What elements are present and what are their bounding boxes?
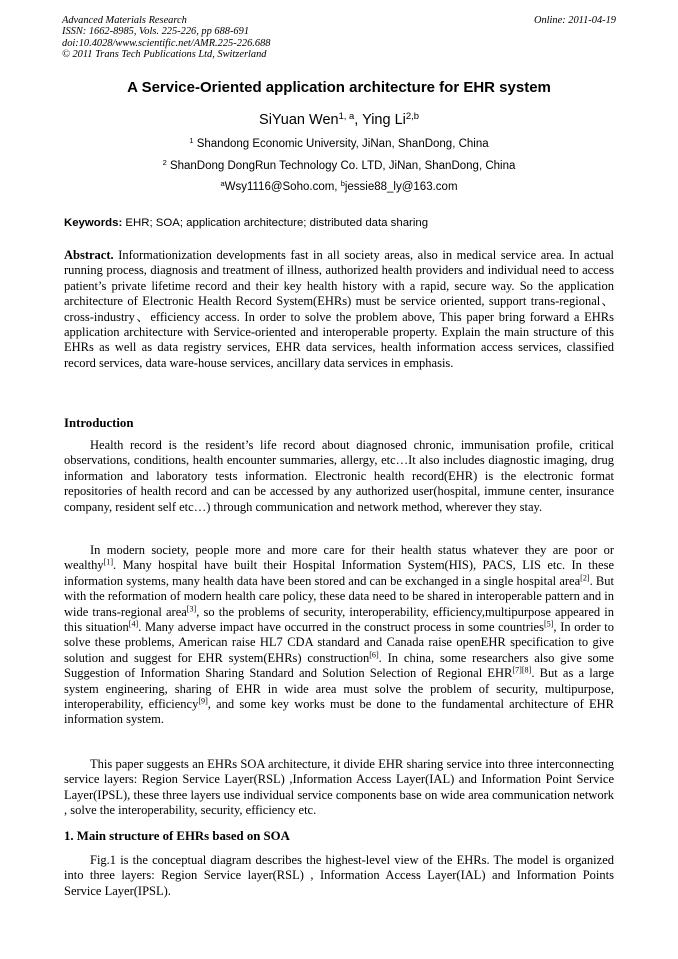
paragraph-segment: . But with the reformation of modern health care policy, these data need to be shared in interoperable pattern and in wide trans-regional area (64, 573, 614, 619)
author-affiliation-mark: 2,b (405, 109, 419, 121)
paragraph-segment: , and some key works must be done to the fundamental architecture of EHR information system. (64, 697, 615, 727)
citation-mark: [1] (103, 557, 114, 567)
email-mark: a (220, 178, 225, 188)
paragraph-text: Fig.1 is the conceptual diagram describes the highest-level view of the EHRs. The model is organized into three layers: Region Service layer(RSL) , Information Access Layer(IAL) and Information Points Service Layer(IPSL). (64, 853, 614, 898)
section-1-paragraph-1 (64, 853, 614, 899)
author-name: SiYuan Wen (259, 112, 339, 128)
affiliation-2 (40, 157, 638, 172)
email-address: jessie88_ly@163.com (344, 181, 458, 193)
paragraph-segment: In modern society, people more and more care for their health status whatever they are poor or wealthy (64, 543, 614, 573)
abstract-text: Informationization developments fast in all society areas, also in medical service area. In actual running process, diagnosis and treatment of illness, authorized health providers and individual need to access patient’s private lifetime record and their key health history with a rapid, secure way. So the application architecture of Electronic Health Record System(EHRs) must be service oriented, support trans-regional、cross-industry、efficiency access. In order to solve the problem above, This paper bring forward a EHRs application architecture with Service-oriented and interoperable property. Explain the main structure of this EHRs as well as data registry services, EHR data services, health information access services, classified record services, data ware-house services, ancillary data services in emphasis. (64, 248, 614, 370)
author-line (40, 109, 638, 128)
citation-mark: [2] (580, 573, 590, 583)
doi-line: doi:10.4028/www.scientific.net/AMR.225-226.688 (62, 37, 271, 49)
journal-header (62, 15, 618, 60)
paragraph-text: This paper suggests an EHRs SOA architecture, it divide EHR sharing service into three interconnecting service layers: Region Service Layer(RSL) ,Information Access Layer(IAL) and Information Point Service Layer(IPSL), these three layers use individual service components base on wide area communication network , solve the interoperability, security, efficiency etc. (64, 757, 614, 818)
author-name: Ying Li (362, 112, 406, 128)
email-mark: b (340, 178, 345, 188)
affiliation-mark: 2 (162, 157, 167, 167)
introduction-paragraph-3 (64, 757, 614, 819)
section-heading-1: 1. Main structure of EHRs based on SOA (64, 829, 290, 843)
affiliation-mark: 1 (189, 135, 194, 145)
introduction-paragraph-1 (64, 438, 614, 515)
keywords-text: EHR; SOA; application architecture; distributed data sharing (122, 217, 429, 229)
paragraph-segment: . In china, some researchers also give some Suggestion of Information Sharing Standard and Solution Selection of Regional EHR (64, 650, 614, 681)
citation-mark: [7][8] (512, 665, 532, 675)
paragraph-segment: , so the problems of security, interoperability, efficiency,multipurpose appeared in this situation (64, 604, 614, 635)
issn-line: ISSN: 1662-8985, Vols. 225-226, pp 688-691 (62, 26, 250, 38)
keywords-label: Keywords: (64, 217, 123, 229)
author-separator: , (354, 112, 363, 128)
affiliation-text: Shandong Economic University, JiNan, ShanDong, China (196, 138, 489, 150)
citation-mark: [9] (198, 696, 208, 706)
paragraph-segment: . But as a large system engineering, sharing of EHR in wide area must solve the problem of security, multipurpose, interoperability, efficiency (64, 666, 614, 712)
email-address: Wsy1116@Soho.com, (224, 181, 341, 193)
paragraph-segment: . Many adverse impact have occurred in the construct process in some countries (138, 620, 544, 635)
introduction-paragraph-2 (64, 543, 614, 728)
citation-mark: [5] (543, 619, 554, 629)
section-heading-introduction: Introduction (64, 416, 134, 430)
paragraph-text (64, 543, 614, 728)
affiliation-1 (40, 135, 638, 150)
abstract-label: Abstract. (64, 248, 114, 262)
paper-title: A Service-Oriented application architecture for EHR system (127, 79, 551, 96)
paragraph-segment: . Many hospital have built their Hospital Information System(HIS), PACS, LIS etc. In these information systems, many health data have been stored and can be exchanged in a single hospital area (64, 558, 614, 588)
citation-mark: [3] (186, 604, 197, 614)
citation-mark: [4] (128, 619, 139, 629)
paragraph-text: Health record is the resident’s life record about diagnosed chronic, immunisation profile, critical observations, conditions, health encounter summaries, allergy, etc…It also includes diagnostic imaging, drug information and laboratory tests information. Electronic health record(EHR) is the electronic format repositories of health record and can be accessed by any authorized user(hospital, immune center, insurance company, resident self etc…) through communication and network method, wherever they stay. (64, 438, 614, 514)
online-date: Online: 2011-04-19 (533, 15, 616, 26)
paragraph-segment: , In order to solve these problems, American raise HL7 CDA standard and Canada raise openEHR specification to give solution and suggest for EHR system(EHRs) construction (64, 620, 614, 665)
email-line (40, 178, 638, 193)
citation-mark: [6] (369, 650, 379, 660)
keywords (64, 217, 428, 229)
copyright-line: © 2011 Trans Tech Publications Ltd, Switzerland (62, 48, 267, 60)
affiliation-text: ShanDong DongRun Technology Co. LTD, JiNan, ShanDong, China (169, 160, 516, 172)
journal-name: Advanced Materials Research (62, 15, 187, 26)
author-affiliation-mark: 1, a (338, 109, 355, 121)
abstract (64, 248, 614, 371)
